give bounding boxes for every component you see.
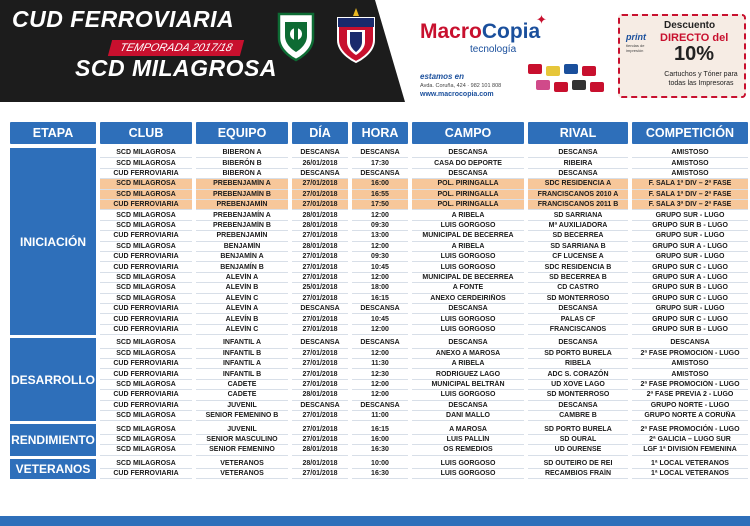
- ferroviaria-crest-icon: [275, 10, 317, 62]
- table-cell: SDC RESIDENCIA B: [528, 262, 628, 272]
- stage-label: INICIACIÓN: [10, 148, 96, 335]
- ad-address: Avda. Coruña, 424 · 982 101 808: [420, 83, 502, 89]
- table-cell: BIBERÓN A: [196, 148, 288, 158]
- table-cell: LUIS GORGOSO: [412, 314, 524, 324]
- discount-value: 10%: [674, 43, 715, 65]
- table-cell: GRUPO SUR - LUGO: [632, 210, 748, 220]
- table-cell: AMISTOSO: [632, 169, 748, 179]
- table-cell: GRUPO SUR - LUGO: [632, 304, 748, 314]
- table-cell: SCD MILAGROSA: [100, 349, 192, 359]
- column-header: EQUIPO: [196, 122, 288, 144]
- discount-label: Descuento: [664, 20, 716, 31]
- table-cell: CD CASTRO: [528, 283, 628, 293]
- table-cell: INFANTIL B: [196, 349, 288, 359]
- table-cell: 12:00: [352, 242, 408, 252]
- table-cell: A RIBELA: [412, 359, 524, 369]
- table-cell: SCD MILAGROSA: [100, 179, 192, 189]
- table-cell: 13:00: [352, 231, 408, 241]
- table-cell: LUIS GORGOSO: [412, 469, 524, 479]
- table-cell: 10:45: [352, 314, 408, 324]
- cartridge-icon: [590, 82, 604, 92]
- table-cell: SCD MILAGROSA: [100, 148, 192, 158]
- table-cell: CF LUCENSE A: [528, 252, 628, 262]
- table-cell: GRUPO SUR B - LUGO: [632, 325, 748, 335]
- table-cell: 09:30: [352, 252, 408, 262]
- table-row: [100, 231, 748, 241]
- table-cell: 11:00: [352, 411, 408, 421]
- table-cell: Mª AUXILIADORA: [528, 221, 628, 231]
- table-cell: 27/01/2018: [292, 231, 348, 241]
- table-cell: A FONTE: [412, 283, 524, 293]
- table-cell: PREBENJAMÍN: [196, 200, 288, 210]
- column-header: CLUB: [100, 122, 192, 144]
- table-cell: CUD FERROVIARIA: [100, 369, 192, 379]
- table-cell: AMISTOSO: [632, 148, 748, 158]
- table-cell: DESCANSA: [632, 338, 748, 348]
- table-cell: UD XOVE LAGO: [528, 380, 628, 390]
- table-cell: GRUPO SUR C - LUGO: [632, 314, 748, 324]
- table-cell: 27/01/2018: [292, 411, 348, 421]
- cartridge-icon: [528, 64, 542, 74]
- table-cell: DESCANSA: [528, 148, 628, 158]
- table-cell: DESCANSA: [292, 148, 348, 158]
- table-cell: CUD FERROVIARIA: [100, 359, 192, 369]
- table-cell: CUD FERROVIARIA: [100, 314, 192, 324]
- table-cell: JUVENIL: [196, 424, 288, 434]
- table-row: [100, 349, 748, 359]
- table-cell: GRUPO NORTE - LUGO: [632, 401, 748, 411]
- table-row: [100, 445, 748, 455]
- cartridge-icon: [536, 80, 550, 90]
- season-badge: TEMPORADA 2017/18: [108, 40, 244, 56]
- table-cell: DESCANSA: [292, 304, 348, 314]
- table-cell: 2ª FASE PROMOCIÓN - LUGO: [632, 380, 748, 390]
- table-cell: CUD FERROVIARIA: [100, 304, 192, 314]
- table-cell: F. SALA 3ª DIV – 2ª FASE: [632, 200, 748, 210]
- column-header: ETAPA: [10, 122, 96, 144]
- table-row: [100, 179, 748, 189]
- table-cell: DESCANSA: [352, 169, 408, 179]
- table-cell: 16:15: [352, 424, 408, 434]
- table-cell: ALEVÍN B: [196, 283, 288, 293]
- table-cell: AMISTOSO: [632, 158, 748, 168]
- table-cell: BIBERÓN A: [196, 169, 288, 179]
- table-cell: SCD MILAGROSA: [100, 459, 192, 469]
- cartridge-icon: [554, 82, 568, 92]
- table-cell: A RIBELA: [412, 210, 524, 220]
- title-line-1: CUD FERROVIARIA: [12, 6, 235, 32]
- ad-website: www.macrocopia.com: [420, 91, 494, 98]
- table-cell: AMISTOSO: [632, 359, 748, 369]
- table-row: [100, 221, 748, 231]
- table-cell: 16:30: [352, 469, 408, 479]
- table-cell: DESCANSA: [412, 148, 524, 158]
- table-cell: SD SARRIANA B: [528, 242, 628, 252]
- table-cell: GRUPO SUR - LUGO: [632, 252, 748, 262]
- table-cell: DESCANSA: [292, 169, 348, 179]
- table-cell: CUD FERROVIARIA: [100, 231, 192, 241]
- table-cell: SCD MILAGROSA: [100, 158, 192, 168]
- table-cell: DESCANSA: [528, 401, 628, 411]
- table-cell: PREBENJAMÍN A: [196, 179, 288, 189]
- cartridge-icon: [564, 64, 578, 74]
- table-cell: CUD FERROVIARIA: [100, 390, 192, 400]
- table-cell: F. SALA 1ª DIV – 2ª FASE: [632, 179, 748, 189]
- table-cell: SENIOR FEMENINO B: [196, 411, 288, 421]
- table-cell: 09:30: [352, 221, 408, 231]
- table-cell: 16:00: [352, 435, 408, 445]
- table-cell: MUNICIPAL BELTRÁN: [412, 380, 524, 390]
- table-row: [100, 200, 748, 210]
- discount-desc: Cartuchos y Tóner para todas las Impresoras: [664, 71, 738, 87]
- table-cell: LUIS PALLÍN: [412, 435, 524, 445]
- table-cell: DESCANSA: [528, 304, 628, 314]
- table-cell: DESCANSA: [352, 148, 408, 158]
- table-cell: MUNICIPAL DE BECERREA: [412, 273, 524, 283]
- table-cell: CADETE: [196, 390, 288, 400]
- table-cell: GRUPO SUR C - LUGO: [632, 262, 748, 272]
- table-cell: DESCANSA: [412, 169, 524, 179]
- table-row: [100, 435, 748, 445]
- ad-estamos: estamos en: [420, 72, 465, 81]
- title-line-2: SCD MILAGROSA: [75, 55, 277, 81]
- table-cell: CUD FERROVIARIA: [100, 401, 192, 411]
- table-cell: ALEVÍN A: [196, 304, 288, 314]
- ad-brand: MacroCopia: [420, 20, 541, 43]
- table-cell: 27/01/2018: [292, 349, 348, 359]
- table-row: [100, 469, 748, 479]
- table-cell: ALEVÍN A: [196, 273, 288, 283]
- table-cell: SENIOR MASCULINO: [196, 435, 288, 445]
- table-cell: 1ª LOCAL VETERANOS: [632, 459, 748, 469]
- table-cell: SD PORTO BURELA: [528, 424, 628, 434]
- table-row: [100, 401, 748, 411]
- table-row: [100, 338, 748, 348]
- table-cell: 27/01/2018: [292, 435, 348, 445]
- table-cell: 2ª GALICIA – LUGO SUR: [632, 435, 748, 445]
- table-cell: DESCANSA: [352, 304, 408, 314]
- table-cell: PALAS CF: [528, 314, 628, 324]
- table-cell: GRUPO SUR - LUGO: [632, 231, 748, 241]
- table-cell: 27/01/2018: [292, 325, 348, 335]
- table-cell: CUD FERROVIARIA: [100, 252, 192, 262]
- table-cell: BENJAMÍN B: [196, 262, 288, 272]
- table-cell: 27/01/2018: [292, 469, 348, 479]
- table-cell: DESCANSA: [528, 169, 628, 179]
- table-row: [100, 252, 748, 262]
- table-cell: SD BECERREA: [528, 231, 628, 241]
- table-cell: SDC RESIDENCIA A: [528, 179, 628, 189]
- table-cell: INFANTIL B: [196, 369, 288, 379]
- table-cell: 28/01/2018: [292, 445, 348, 455]
- table-cell: CAMBRE B: [528, 411, 628, 421]
- column-header: HORA: [352, 122, 408, 144]
- table-cell: LUIS GORGOSO: [412, 459, 524, 469]
- table-cell: 12:30: [352, 369, 408, 379]
- cartridge-icon: [572, 80, 586, 90]
- table-row: [100, 390, 748, 400]
- table-cell: DANI MALLO: [412, 411, 524, 421]
- macrocopia-advert: [408, 0, 750, 102]
- table-cell: SCD MILAGROSA: [100, 294, 192, 304]
- table-cell: SD MONTERROSO: [528, 294, 628, 304]
- table-cell: SCD MILAGROSA: [100, 411, 192, 421]
- table-cell: F. SALA 1ª DIV – 2ª FASE: [632, 190, 748, 200]
- table-cell: 28/01/2018: [292, 221, 348, 231]
- table-cell: ALEVÍN C: [196, 325, 288, 335]
- table-row: [100, 424, 748, 434]
- column-header: COMPETICIÓN: [632, 122, 748, 144]
- table-row: [100, 242, 748, 252]
- discount-box: [618, 14, 746, 98]
- stage-label: VETERANOS: [10, 459, 96, 480]
- table-cell: 27/01/2018: [292, 179, 348, 189]
- table-cell: 28/01/2018: [292, 390, 348, 400]
- table-cell: VETERANOS: [196, 469, 288, 479]
- table-cell: 16:30: [352, 445, 408, 455]
- table-cell: PREBENJAMÍN B: [196, 221, 288, 231]
- table-cell: 27/01/2018: [292, 252, 348, 262]
- star-icon: ✦: [536, 12, 547, 27]
- table-cell: SCD MILAGROSA: [100, 190, 192, 200]
- table-cell: 12:00: [352, 325, 408, 335]
- cartridge-icon: [546, 66, 560, 76]
- table-cell: 27/01/2018: [292, 200, 348, 210]
- bottom-strip: [0, 516, 750, 526]
- table-cell: SCD MILAGROSA: [100, 283, 192, 293]
- table-cell: DESCANSA: [528, 338, 628, 348]
- table-cell: RODRIGUEZ LAGO: [412, 369, 524, 379]
- table-cell: LUIS GORGOSO: [412, 390, 524, 400]
- table-row: [100, 380, 748, 390]
- table-cell: SCD MILAGROSA: [100, 424, 192, 434]
- table-cell: 27/01/2018: [292, 262, 348, 272]
- table-cell: SD OUTEIRO DE REI: [528, 459, 628, 469]
- table-row: [100, 294, 748, 304]
- table-cell: 2ª FASE PROMOCIÓN - LUGO: [632, 349, 748, 359]
- table-cell: SD SARRIANA: [528, 210, 628, 220]
- table-cell: SCD MILAGROSA: [100, 435, 192, 445]
- table-cell: BIBERÓN B: [196, 158, 288, 168]
- table-cell: 26/01/2018: [292, 158, 348, 168]
- table-row: [100, 148, 748, 158]
- stage-label: DESARROLLO: [10, 338, 96, 421]
- table-cell: A MAROSA: [412, 424, 524, 434]
- cartridge-icon: [582, 66, 596, 76]
- table-cell: 12:00: [352, 380, 408, 390]
- table-cell: ALEVÍN C: [196, 294, 288, 304]
- table-cell: PREBENJAMÍN: [196, 231, 288, 241]
- table-cell: 28/01/2018: [292, 459, 348, 469]
- table-cell: CUD FERROVIARIA: [100, 200, 192, 210]
- table-cell: 27/01/2018: [292, 273, 348, 283]
- table-cell: ANEXO A MAROSA: [412, 349, 524, 359]
- table-cell: DESCANSA: [412, 401, 524, 411]
- table-cell: A RIBELA: [412, 242, 524, 252]
- table-cell: SD OURAL: [528, 435, 628, 445]
- table-cell: 28/01/2018: [292, 210, 348, 220]
- table-cell: DESCANSA: [412, 304, 524, 314]
- table-cell: 27/01/2018: [292, 190, 348, 200]
- table-cell: 27/01/2018: [292, 380, 348, 390]
- table-row: [100, 369, 748, 379]
- ad-subtitle: tecnología: [470, 44, 517, 55]
- table-cell: 16:55: [352, 190, 408, 200]
- table-row: [100, 283, 748, 293]
- table-cell: CUD FERROVIARIA: [100, 262, 192, 272]
- header-banner: [0, 0, 405, 102]
- table-cell: RIBELA: [528, 359, 628, 369]
- table-cell: SCD MILAGROSA: [100, 221, 192, 231]
- table-cell: MUNICIPAL DE BECERREA: [412, 231, 524, 241]
- table-cell: FRANCISCANOS 2011 B: [528, 200, 628, 210]
- table-cell: LUIS GORGOSO: [412, 221, 524, 231]
- table-cell: PREBENJAMÍN A: [196, 210, 288, 220]
- table-cell: 12:00: [352, 390, 408, 400]
- table-cell: POL. PIRINGALLA: [412, 190, 524, 200]
- table-cell: GRUPO NORTE A CORUÑA: [632, 411, 748, 421]
- table-cell: 2ª FASE PREVIA 2 - LUGO: [632, 390, 748, 400]
- table-cell: 17:50: [352, 200, 408, 210]
- table-cell: INFANTIL A: [196, 338, 288, 348]
- table-cell: ANEXO CERDEIRIÑOS: [412, 294, 524, 304]
- table-cell: SD BECERREA B: [528, 273, 628, 283]
- table-cell: FRANCISCANOS: [528, 325, 628, 335]
- table-cell: BENJAMÍN: [196, 242, 288, 252]
- discount-direct: DIRECTO del: [660, 32, 729, 44]
- table-cell: SCD MILAGROSA: [100, 210, 192, 220]
- table-cell: SD PORTO BURELA: [528, 349, 628, 359]
- table-row: [100, 169, 748, 179]
- print-subtitle: tiendas de impresión: [626, 43, 645, 53]
- table-cell: SCD MILAGROSA: [100, 273, 192, 283]
- table-cell: 27/01/2018: [292, 294, 348, 304]
- table-cell: GRUPO SUR A - LUGO: [632, 242, 748, 252]
- table-cell: 10:00: [352, 459, 408, 469]
- table-cell: BENJAMÍN A: [196, 252, 288, 262]
- table-cell: GRUPO SUR B - LUGO: [632, 283, 748, 293]
- table-cell: CADETE: [196, 380, 288, 390]
- table-cell: SCD MILAGROSA: [100, 380, 192, 390]
- table-cell: CUD FERROVIARIA: [100, 325, 192, 335]
- table-cell: POL. PIRINGALLA: [412, 179, 524, 189]
- table-cell: CUD FERROVIARIA: [100, 169, 192, 179]
- table-cell: AMISTOSO: [632, 369, 748, 379]
- table-cell: ADC S. CORAZÓN: [528, 369, 628, 379]
- table-cell: DESCANSA: [292, 338, 348, 348]
- table-cell: RIBEIRA: [528, 158, 628, 168]
- table-cell: SCD MILAGROSA: [100, 242, 192, 252]
- table-cell: LUIS GORGOSO: [412, 252, 524, 262]
- table-cell: POL. PIRINGALLA: [412, 200, 524, 210]
- table-cell: SD MONTERROSO: [528, 390, 628, 400]
- table-cell: CASA DO DEPORTE: [412, 158, 524, 168]
- table-row: [100, 262, 748, 272]
- column-header: RIVAL: [528, 122, 628, 144]
- table-cell: OS REMEDIOS: [412, 445, 524, 455]
- column-header: CAMPO: [412, 122, 524, 144]
- table-cell: CUD FERROVIARIA: [100, 469, 192, 479]
- table-cell: DESCANSA: [352, 338, 408, 348]
- table-cell: 25/01/2018: [292, 283, 348, 293]
- table-cell: 11:30: [352, 359, 408, 369]
- table-row: [100, 459, 748, 469]
- table-cell: 17:30: [352, 158, 408, 168]
- table-cell: 1ª LOCAL VETERANOS: [632, 469, 748, 479]
- table-cell: FRANCISCANOS 2010 A: [528, 190, 628, 200]
- table-cell: LGF 1ª DIVISIÓN FEMENINA: [632, 445, 748, 455]
- table-cell: 12:00: [352, 273, 408, 283]
- table-cell: 12:00: [352, 349, 408, 359]
- table-cell: GRUPO SUR A - LUGO: [632, 273, 748, 283]
- table-cell: 16:00: [352, 179, 408, 189]
- table-cell: SCD MILAGROSA: [100, 338, 192, 348]
- print-logo: print: [626, 32, 646, 42]
- table-cell: 2ª FASE PROMOCIÓN - LUGO: [632, 424, 748, 434]
- table-cell: DESCANSA: [352, 401, 408, 411]
- table-cell: INFANTIL A: [196, 359, 288, 369]
- table-cell: 18:00: [352, 283, 408, 293]
- column-header: DÍA: [292, 122, 348, 144]
- table-row: [100, 325, 748, 335]
- table-cell: DESCANSA: [412, 338, 524, 348]
- table-cell: ALEVÍN B: [196, 314, 288, 324]
- table-cell: GRUPO SUR B - LUGO: [632, 221, 748, 231]
- table-row: [100, 411, 748, 421]
- table-cell: 16:15: [352, 294, 408, 304]
- table-cell: 27/01/2018: [292, 369, 348, 379]
- table-cell: JUVENIL: [196, 401, 288, 411]
- table-cell: VETERANOS: [196, 459, 288, 469]
- milagrosa-crest-icon: [335, 8, 377, 64]
- table-row: [100, 190, 748, 200]
- table-cell: 10:45: [352, 262, 408, 272]
- table-row: [100, 359, 748, 369]
- table-cell: PREBENJAMÍN B: [196, 190, 288, 200]
- table-cell: LUIS GORGOSO: [412, 325, 524, 335]
- table-cell: SCD MILAGROSA: [100, 445, 192, 455]
- table-cell: 27/01/2018: [292, 424, 348, 434]
- table-row: [100, 314, 748, 324]
- table-cell: 28/01/2018: [292, 242, 348, 252]
- table-cell: LUIS GORGOSO: [412, 262, 524, 272]
- stage-label: RENDIMIENTO: [10, 424, 96, 455]
- table-row: [100, 158, 748, 168]
- table-cell: GRUPO SUR C - LUGO: [632, 294, 748, 304]
- table-cell: 27/01/2018: [292, 314, 348, 324]
- table-row: [100, 304, 748, 314]
- table-cell: 27/01/2018: [292, 359, 348, 369]
- table-cell: DESCANSA: [292, 401, 348, 411]
- table-cell: UD OURENSE: [528, 445, 628, 455]
- table-cell: RECAMBIOS FRAÍN: [528, 469, 628, 479]
- table-cell: SENIOR FEMENINO: [196, 445, 288, 455]
- table-row: [100, 273, 748, 283]
- table-row: [100, 210, 748, 220]
- table-cell: 12:00: [352, 210, 408, 220]
